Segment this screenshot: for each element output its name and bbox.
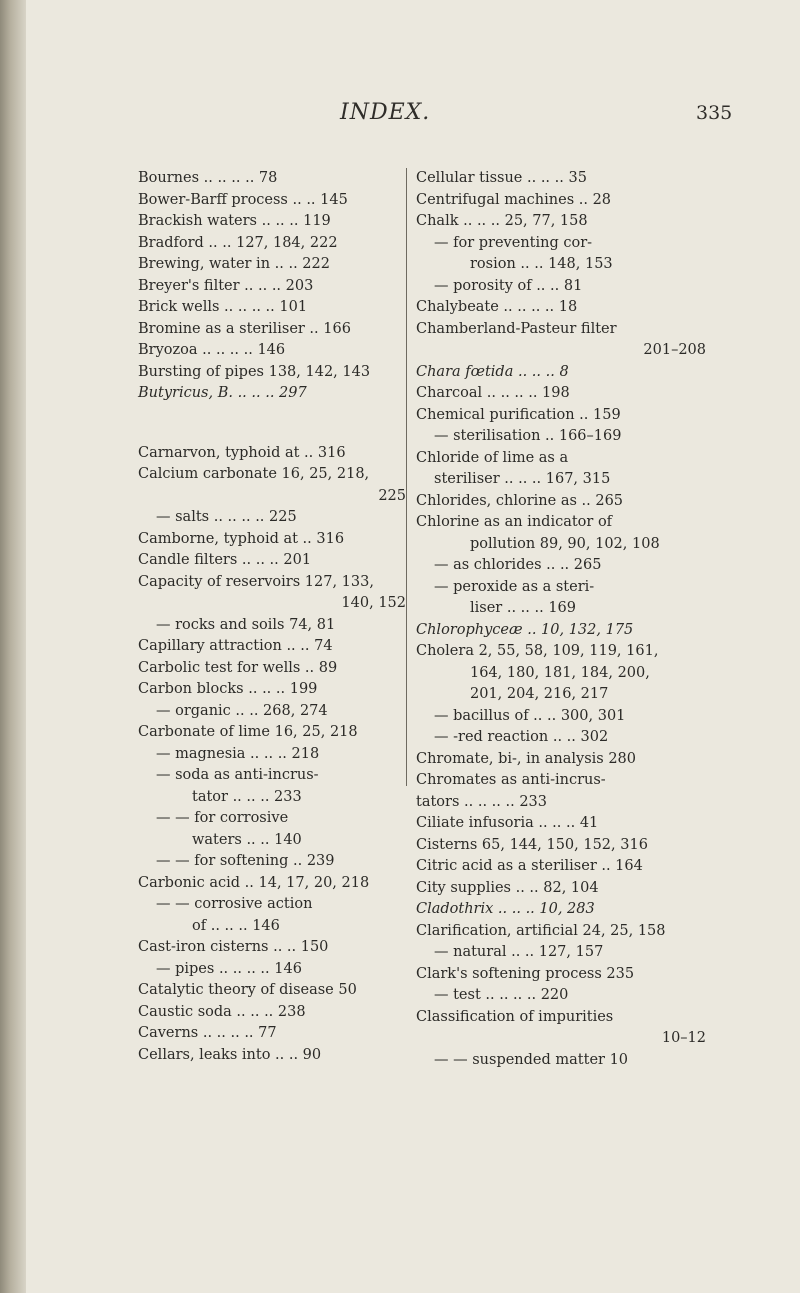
index-subentry: — peroxide as a steri- xyxy=(434,578,595,595)
index-entry-continuation: 164, 180, 181, 184, 200, xyxy=(470,664,650,681)
running-head: INDEX. xyxy=(340,100,431,125)
index-entry: Cellular tissue .. .. .. 35 xyxy=(416,170,587,186)
index-entry: Chemical purification .. 159 xyxy=(416,406,621,423)
index-entry: Brewing, water in .. .. 222 xyxy=(138,256,330,272)
index-subentry: — for preventing cor- xyxy=(434,234,593,251)
index-column-left xyxy=(138,168,406,1066)
index-subentry: — as chlorides .. .. 265 xyxy=(434,557,602,573)
index-entry: Carbonic acid .. 14, 17, 20, 218 xyxy=(138,874,370,891)
index-subentry: — — for corrosive xyxy=(156,810,289,826)
index-subentry: — pipes .. .. .. .. 146 xyxy=(156,960,302,977)
index-entry-continuation: tators .. .. .. .. 233 xyxy=(416,793,547,810)
index-entry: Chalybeate .. .. .. .. 18 xyxy=(416,299,578,315)
index-subentry: — natural .. .. 127, 157 xyxy=(434,944,604,960)
index-entry-continuation: 10–12 xyxy=(661,1030,706,1046)
section-gap xyxy=(138,405,406,443)
index-entry: Carbonate of lime 16, 25, 218 xyxy=(138,724,358,740)
index-entry: Cast-iron cisterns .. .. 150 xyxy=(138,939,329,955)
index-entry: Caustic soda .. .. .. 238 xyxy=(138,1003,306,1020)
index-entry-continuation: steriliser .. .. .. 167, 315 xyxy=(434,471,611,487)
index-entry: Classification of impurities xyxy=(416,1008,614,1025)
page-number: 335 xyxy=(696,102,733,124)
index-entry-continuation: 201, 204, 216, 217 xyxy=(470,686,609,702)
index-entry: Capillary attraction .. .. 74 xyxy=(138,638,333,654)
index-entry: Chlorides, chlorine as .. 265 xyxy=(416,492,624,509)
index-entry: Clark's softening process 235 xyxy=(416,965,635,982)
index-entry: Bower-Barff process .. .. 145 xyxy=(138,191,348,208)
index-entry-continuation: 201–208 xyxy=(643,342,706,358)
index-entry-continuation: of .. .. .. 146 xyxy=(192,917,280,934)
index-subentry: — sterilisation .. 166–169 xyxy=(434,428,622,444)
index-entry: Chara fœtida .. .. .. 8 xyxy=(416,363,569,380)
index-entry: Camborne, typhoid at .. 316 xyxy=(138,530,345,547)
index-entry-continuation: waters .. .. 140 xyxy=(192,831,302,848)
index-entry: Bursting of pipes 138, 142, 143 xyxy=(138,363,371,380)
index-entry-continuation: 140, 152 xyxy=(341,595,406,611)
index-subentry: — porosity of .. .. 81 xyxy=(434,277,583,294)
index-subentry: — test .. .. .. .. 220 xyxy=(434,987,569,1003)
index-entry: Chloride of lime as a xyxy=(416,449,569,466)
index-entry: Brackish waters .. .. .. 119 xyxy=(138,213,331,229)
index-entry: Cladothrix .. .. .. 10, 283 xyxy=(416,901,595,917)
index-entry: Bradford .. .. 127, 184, 222 xyxy=(138,234,338,251)
index-entry-continuation: tator .. .. .. 233 xyxy=(192,788,302,805)
index-entry: Bournes .. .. .. .. 78 xyxy=(138,170,278,186)
column-divider xyxy=(406,168,407,786)
index-entry: Centrifugal machines .. 28 xyxy=(416,191,612,208)
index-entry: Chlorophyceæ .. 10, 132, 175 xyxy=(416,621,634,638)
index-entry: Carnarvon, typhoid at .. 316 xyxy=(138,444,346,461)
book-spine-shadow xyxy=(0,0,26,1293)
index-subentry: — -red reaction .. .. 302 xyxy=(434,729,609,745)
index-subentry: — — suspended matter 10 xyxy=(434,1051,629,1068)
index-entry: Bryozoa .. .. .. .. 146 xyxy=(138,342,286,358)
index-subentry: — — corrosive action xyxy=(156,896,313,912)
index-entry: Cholera 2, 55, 58, 109, 119, 161, xyxy=(416,643,659,659)
index-entry: Calcium carbonate 16, 25, 218, xyxy=(138,466,370,482)
index-entry: Bromine as a steriliser .. 166 xyxy=(138,320,351,337)
index-subentry: — soda as anti-incrus- xyxy=(156,767,319,783)
index-subentry: — rocks and soils 74, 81 xyxy=(156,616,336,633)
index-entry: Chalk .. .. .. 25, 77, 158 xyxy=(416,213,588,229)
index-entry: Capacity of reservoirs 127, 133, xyxy=(138,573,374,590)
index-entry: Charcoal .. .. .. .. 198 xyxy=(416,385,570,401)
index-entry: Ciliate infusoria .. .. .. 41 xyxy=(416,815,599,831)
index-entry: City supplies .. .. 82, 104 xyxy=(416,879,599,896)
index-entry: Catalytic theory of disease 50 xyxy=(138,982,357,998)
index-entry: Brick wells .. .. .. .. 101 xyxy=(138,299,308,315)
index-subentry: — magnesia .. .. .. 218 xyxy=(156,745,320,762)
index-entry-continuation: rosion .. .. 148, 153 xyxy=(470,256,613,272)
index-subentry: — organic .. .. 268, 274 xyxy=(156,702,328,719)
index-entry: Cellars, leaks into .. .. 90 xyxy=(138,1046,322,1063)
index-entry: Clarification, artificial 24, 25, 158 xyxy=(416,922,666,939)
index-entry: Chromates as anti-incrus- xyxy=(416,772,606,788)
page-header xyxy=(26,100,800,140)
index-entry: Caverns .. .. .. .. 77 xyxy=(138,1025,277,1041)
index-entry: Cisterns 65, 144, 150, 152, 316 xyxy=(416,836,648,853)
index-entry: Chromate, bi-, in analysis 280 xyxy=(416,750,636,767)
index-entry: Butyricus, B. .. .. .. 297 xyxy=(138,385,307,401)
index-entry: Candle filters .. .. .. 201 xyxy=(138,552,312,568)
book-page xyxy=(26,0,800,1293)
index-entry-continuation: 225 xyxy=(378,487,406,504)
index-entry: Citric acid as a steriliser .. 164 xyxy=(416,858,643,874)
index-entry-continuation: pollution 89, 90, 102, 108 xyxy=(470,535,660,552)
index-entry-continuation: liser .. .. .. 169 xyxy=(470,600,576,616)
index-entry: Breyer's filter .. .. .. 203 xyxy=(138,277,314,294)
index-subentry: — bacillus of .. .. 300, 301 xyxy=(434,707,626,724)
index-subentry: — salts .. .. .. .. 225 xyxy=(156,509,297,525)
index-entry: Carbon blocks .. .. .. 199 xyxy=(138,681,318,697)
index-entry: Chlorine as an indicator of xyxy=(416,514,613,530)
index-entry: Carbolic test for wells .. 89 xyxy=(138,659,338,676)
index-subentry: — — for softening .. 239 xyxy=(156,853,335,869)
index-column-right xyxy=(416,168,706,1071)
index-entry: Chamberland-Pasteur filter xyxy=(416,320,617,337)
